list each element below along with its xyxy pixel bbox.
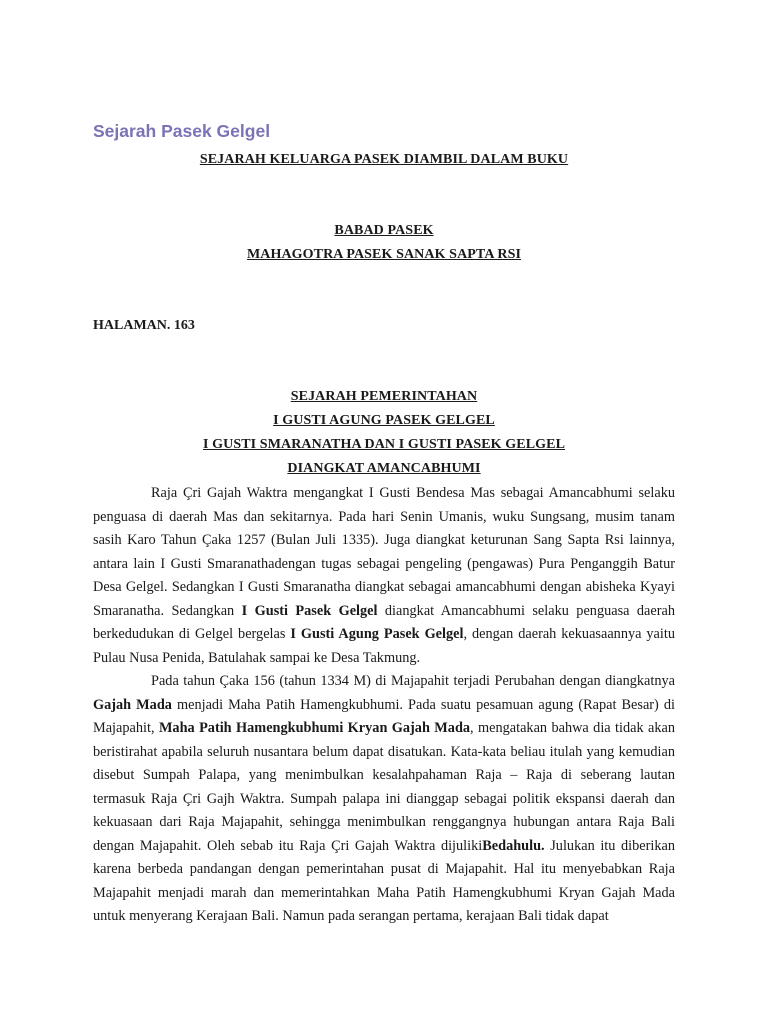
bold-name: Maha Patih Hamengkubhumi Kryan Gajah Mada <box>158 720 471 736</box>
paragraph <box>93 482 675 670</box>
page-title: Sejarah Pasek Gelgel <box>93 121 271 141</box>
document-subtitle: SEJARAH KELUARGA PASEK DIAMBIL DALAM BUKU <box>199 152 569 167</box>
body-text <box>93 482 675 929</box>
paragraph-text: diangkat Amancabhumi selaku penguasa daerah berkedudukan di Gelgel bergelas <box>93 602 676 642</box>
bold-name: I Gusti Agung Pasek Gelgel <box>290 626 464 642</box>
paragraph <box>93 670 675 929</box>
section-heading-line: I GUSTI AGUNG PASEK GELGEL <box>273 413 495 428</box>
section-heading-line: SEJARAH PEMERINTAHAN <box>290 389 478 404</box>
bold-name: Bedahulu. <box>482 837 545 854</box>
bold-name: I Gusti Pasek Gelgel <box>241 602 378 619</box>
book-subtitle: MAHAGOTRA PASEK SANAK SAPTA RSI <box>246 247 522 262</box>
paragraph-text: , dengan daerah kekuasaannya yaitu Pulau Nusa Penida, Batulahak sampai ke Desa Takmung. <box>93 626 675 666</box>
paragraph-text: menjadi Maha Patih Hamengkubhumi. Pada suatu pesamuan agung (Rapat Besar) di Majapahit, <box>93 696 675 736</box>
section-heading-line: DIANGKAT AMANCABHUMI <box>287 461 481 476</box>
section-heading-line: I GUSTI SMARANATHA DAN I GUSTI PASEK GELGEL <box>202 437 566 452</box>
paragraph-text: Pada tahun Çaka 156 (tahun 1334 M) di Majapahit terjadi Perubahan dengan diangkatnya <box>151 673 675 689</box>
paragraph-text: Julukan itu diberikan karena berbeda pandangan dengan pemerintahan pusat di Majapahit. Hal itu menyebabkan Raja Majapahit menjadi marah dan memerintahkan Maha Patih Hamengkubhumi Kryan Gajah Mada untuk menyerang Kerajaan Bali. Namun pada serangan pertama, kerajaan Bali tidak dapat <box>93 837 676 924</box>
bold-name: Gajah Mada <box>93 696 172 713</box>
page-reference: HALAMAN. 163 <box>93 318 195 333</box>
book-title: BABAD PASEK <box>334 223 434 238</box>
paragraph-text: , mengatakan bahwa dia tidak akan beristirahat apabila seluruh nusantara belum dapat disatukan. Kata-kata beliau itulah yang kemudian disebut Sumpah Palapa, yang menimbulkan kesalahpahaman Raja – Raja di seberang lautan termasuk Raja Çri Gajh Waktra. Sumpah palapa ini dianggap sebagai politik ekspansi daerah dan kekuasaan dari Raja Majapahit, sehingga menimbulkan renggangnya hubungan antara Raja Bali dengan Majapahit. Oleh sebab itu Raja Çri Gajah Waktra dijuliki <box>93 720 675 854</box>
paragraph-text: Raja Çri Gajah Waktra mengangkat I Gusti Bendesa Mas sebagai Amancabhumi selaku penguasa di daerah Mas dan sekitarnya. Pada hari Senin Umanis, wuku Sungsang, musim tanam sasih Karo Tahun Çaka 1257 (Bulan Juli 1335). Juga diangkat keturunan Sang Sapta Rsi lainnya, antara lain I Gusti Smaranathadengan tugas sebagai pengeling (pengawas) Pura Penganggih Batur Desa Gelgel. Sedangkan I Gusti Smaranatha diangkat sebagai amancabhumi dengan abisheka Kyayi Smaranatha. Sedangkan <box>93 485 675 619</box>
